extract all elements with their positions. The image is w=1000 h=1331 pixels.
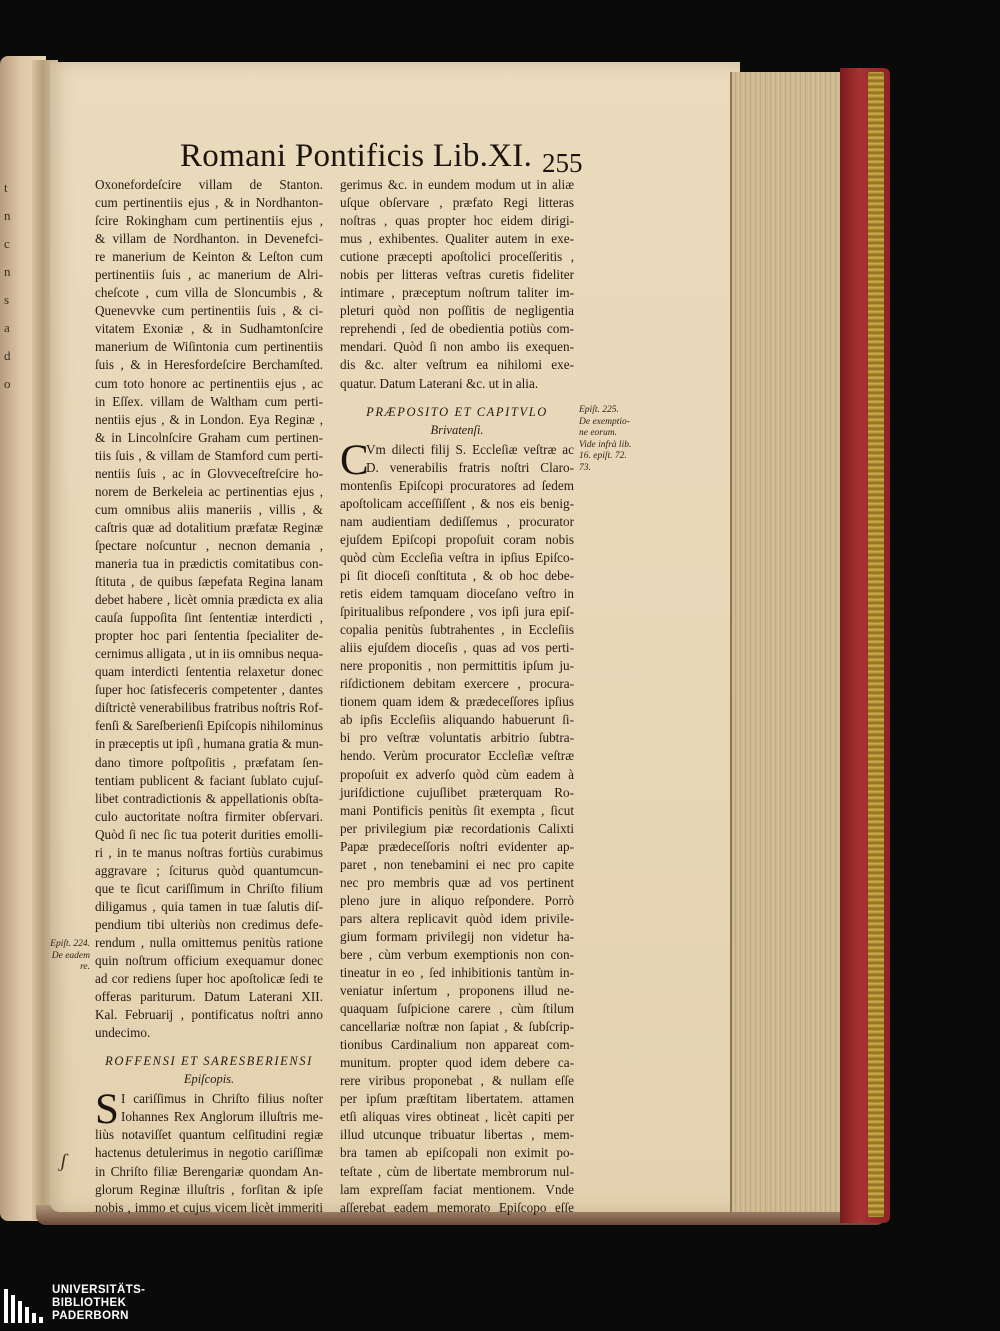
text-line: nobis per litteras veſtras curetis fideliter [340,267,574,283]
text-line: cum omnibus aliis maneriis , villis , & [95,501,323,517]
text-line: cum pertinentiis ejus , & in Nordhanton- [95,195,323,211]
text-line: in Eſſex. villam de Waltham cum perti- [95,393,323,409]
text-line: aggravare ; ſciturus quòd quantumcun- [95,862,323,878]
logo-line: UNIVERSITÄTS- [52,1284,146,1296]
left-letter: n [4,208,11,223]
text-line: ſpiritualibus reſpondere , vos ipſi jura epiſ- [340,604,574,620]
section-subtitle: Epiſcopis. [183,1072,235,1087]
text-line: Quenevvke cum pertinentiis ſuis , & ci- [95,303,323,319]
margin-note-line: Vide infrà lib. [579,439,632,450]
text-line: ab ipſis Eccleſiis aliquando habuerunt ſi- [340,712,574,728]
text-line: apoſtolicam acceſſiſſent , & nos eis benig- [340,495,574,511]
text-line: ſuis , & in Heresfordeſcire Berchamſted. [95,357,323,373]
text-line: I cariſſimus in Chriſto filius noſter [121,1091,323,1107]
text-line: culo auctoritate noſtra firmiter obſervari. [95,808,323,824]
text-line: tiis ſuis , & villam de Stamford cum perti- [95,447,323,463]
text-line: pleturi quòd non poſſitis de negligentia [340,303,574,319]
text-line: per ipſum præſtitam libertatem. attamen [340,1091,574,1107]
text-line: Kal. Februarij , pontificatus noſtri anno [95,1007,323,1023]
text-line: tineatur in eo , ſed inhibitionis tantùm in- [340,965,574,981]
margin-note-line: Epiſt. 224. [50,939,90,949]
text-line: Iohannes Rex Anglorum illuſtris me- [121,1109,323,1125]
text-line: juriſdictione cujuſlibet præterquam Ro- [340,784,574,800]
text-line: quaquam ſuſpicione carere , cùm ſtilum [340,1001,574,1017]
text-line: propter hoc pari ſententia ſpecialiter de- [95,628,323,644]
text-line: tentiam publicent & faciant ſublato cujuſ- [95,772,323,788]
text-line: maneria tua in prædictis comitatibus con- [95,555,323,571]
text-line: tionem quam idem & prædeceſſores ipſius [340,694,574,710]
text-line: ejuſdem Epiſcopi propoſuit coram nobis [340,531,574,547]
text-line: ſcire Rokingham cum pertinentiis ejus , [95,213,323,229]
text-line: riſdictionem debitam exercere , procura- [340,676,574,692]
text-line: ſuper hoc ſatisfeceris competenter , dantes [95,682,323,698]
text-line: dis &c. alter veſtrum ea nihilomi exe- [340,357,574,373]
text-line: Quòd ſi nec ſic tua poterit durities emolli- [95,826,323,842]
text-line: mus , exhibentes. Qualiter autem in exe- [340,231,574,247]
text-line: cancellariæ noſtræ non ſapiat , & ſubſcrip- [340,1019,574,1035]
text-line: propoſuit ex adverſo quòd cùm eadem à [340,766,574,782]
library-logo-text [52,1284,145,1323]
text-line: diligamus , quia tamen in tuæ ſalutis diſ- [95,898,323,914]
left-column [95,176,323,1217]
text-line: Vm dilecti filij S. Eccleſiæ veſtræ ac [366,441,574,457]
running-header: Romani Pontificis Lib.XI. [180,138,533,174]
left-letter: o [4,376,11,391]
text-line: pi ſit dioceſi conſtituta , & ob hoc debe- [340,567,574,583]
text-line: bi pro veſtræ voluntatis arbitrio ſubtra- [340,730,574,746]
text-line: gium formam privilegij non videtur ha- [340,928,574,944]
text-line: uſque obſervare , præfato Regi litteras [340,195,574,211]
text-line: cauſa ſuppoſita ſint ſententiæ interdicti , [95,610,323,626]
text-line: nere proponitis , non permittitis ipſum ju- [340,658,574,674]
text-line: & in Lincolnſcire Graham cum pertinen- [95,429,323,445]
text-line: rere viribus proponebat , & nullam eſſe [340,1073,574,1089]
gold-tooling [868,72,884,1217]
text-line: montenſis Epiſcopi procuratores ad ſedem [340,477,574,493]
text-line: bra tamen ab epiſcopali non eximit po- [340,1145,574,1161]
text-line: cernimus alligata , ut in iis omnibus nequa- [95,646,323,662]
section-subtitle: Brivatenſi. [430,422,484,437]
logo-line: BIBLIOTHEK [52,1297,127,1309]
text-line: caſtris quæ ad dotalitium præfatæ Reginæ [95,519,323,535]
section-body [340,436,574,1217]
text-line: tionibus Cardinalium non appareat com- [340,1037,574,1053]
text-line: per privilegium piæ recordationis Calixti [340,820,574,836]
text-line: glorum Reginæ illuſtris , forſitan & ipſe [95,1181,323,1197]
section-body [95,1086,323,1216]
text-line: pendium tibi ulteriùs non credimus defe- [95,916,323,932]
text-line: nec pro membris quæ ad vos pertinent [340,874,574,890]
library-logo-icon [4,1289,46,1323]
text-line: norem de Berkeleia ac pertinentias ejus , [95,483,323,499]
text-line: D. venerabilis fratris noſtri Claro- [366,459,574,475]
text-line: libet contradictionis & appellationis obſta- [95,790,323,806]
text-line: gerimus &c. in eundem modum ut in aliæ [340,177,574,192]
text-line: pleno jure in aliquo reſpondere. Porrò [340,892,574,908]
text-line: & villam de Nordhanton. in Devenefci- [95,231,323,247]
text-line: bere , cùm verbum exemptionis non con- [340,946,574,962]
ink-mark: ʃ [58,1149,69,1173]
text-line: que te ſicut cariſſimum in Chriſto filium [95,880,323,896]
text-line: Papæ prædeceſſoris noſtri evidenter ap- [340,838,574,854]
text-line: intimare , præceptum noſtrum taliter im- [340,285,574,301]
margin-note-line: 73. [579,462,591,473]
text-line: munitum. propter quod idem debere ca- [340,1055,574,1071]
text-line: ſtituta , de quibus ſæpefata Regina lanam [95,574,323,590]
section-title: PRÆPOSITO ET CAPITVLO [366,404,548,419]
left-letter: n [4,264,11,279]
page-number: 255 [542,148,583,178]
right-column [340,176,574,1217]
text-line: aſſerebat eadem memorato Epiſcopo eſſe [340,1199,574,1215]
margin-note-left [44,939,90,974]
text-line: re manerium de Keinton & Leſton cum [95,249,323,265]
text-line: noſtras , quas propter hoc eidem dirigi- [340,213,574,229]
text-line: cum toto honore ac pertinentiis ejus , ac [95,375,323,391]
text-line: undecimo. [95,1025,151,1041]
text-line: dano timore poſtpoſitis , præfatam ſen- [95,754,323,770]
text-line: ri , in te manus noſtras fortiùs curabimus [95,844,323,860]
left-letter: d [4,348,11,363]
text-line: hactenus detulerimus in negotio cariſſimæ [95,1145,323,1161]
text-line: manerium de Wiſintonia cum pertinentiis [95,339,323,355]
text-line: quatur. Datum Laterani &c. ut in alia. [340,375,539,391]
text-line: copalia penitùs ſubtrahentes , in Eccleſiis [340,622,574,638]
left-letter: c [4,236,10,251]
text-line: ad cor rediens ſuper hoc apoſtolicæ ſedi te [95,971,323,987]
margin-note-line: ne eorum. [579,428,617,438]
text-line: retis eidem tamquam dioceſano veſtro in [340,586,574,602]
text-line: fenſi & Sareſberienſi Epiſcopis nihilominus [95,718,323,734]
text-line: liùs notaviſſet quantum celſitudini regiæ [95,1127,323,1143]
footer-bar [0,1281,1000,1331]
text-line: diſtrictè venerabilibus fratribus noſtris Rof- [95,700,323,716]
text-line: mani Pontificis penitùs ſit exempta , ſicut [340,802,574,818]
left-letter: a [4,320,10,335]
margin-note-line: 16. epiſt. 72. [579,451,627,461]
text-line: in præceptis ut ipſi , humana gratia & mun- [95,736,324,752]
section-title: ROFFENSI ET SARESBERIENSI [105,1054,313,1069]
drop-cap: S [95,1086,119,1134]
drop-cap: C [340,436,369,484]
text-line: Oxonefordeſcire villam de Stanton. [95,177,323,192]
text-line: etſi aliquas vires obtineat , licèt capiti per [340,1109,574,1125]
text-line: nobis , immo et cujus vicem licèt immeriti [95,1199,323,1215]
text-line: veniatur inſertum , proponens illud ne- [340,983,574,999]
text-line: aliis ejuſdem dioceſis , quas ad vos perti- [340,640,574,656]
margin-note-line: De exemptio- [579,416,630,427]
text-line: paret , non tenebamini ei nec pro capite [340,856,574,872]
text-line: quam interdicti ſententia relaxetur donec [95,664,323,680]
margin-note-line: De eadem re. [51,950,90,972]
text-line: cheſcote , cum villa de Sloncumbis , & [95,285,323,301]
text-line: quin noſtrum officium exequamur donec [95,953,323,969]
text-line: hendo. Verùm procurator Eccleſiæ veſtræ [340,748,574,764]
left-letter: t [4,180,8,195]
text-line: lam expreſſam faciat mentionem. Vnde [340,1181,574,1197]
text-line: reprehendi , ſed de obedientia potiùs com- [340,321,574,337]
page-fore-edge [730,72,844,1212]
text-line: vitatem Exoniæ , & in Sudhamtonſcire [95,321,323,337]
text-line: cutione præcepti apoſtolici proceſſeritis , [340,249,574,265]
left-letter: s [4,292,10,307]
text-line: illud utcunque tribuatur libertas , mem- [340,1127,574,1143]
text-line: nentiis ejus , & in London. Eya Reginæ , [95,411,323,427]
text-line: debet habere , licèt omnia prædicta ex alia [95,592,323,608]
text-line: mendari. Quòd ſi non ambo iis exequen- [340,339,574,355]
text-line: ſpectare noſcuntur , necnon demania , [95,537,323,553]
text-line: nentiis ſuis , ac in Glovveceſtreſcire ho- [95,465,323,481]
logo-line: PADERBORN [52,1310,129,1322]
text-line: pars altera replicavit quòd idem privile- [340,910,574,926]
text-line: in Chriſto filiæ Berengariæ quondam An- [95,1163,323,1179]
text-line: teſtate , cùm de libertate membrorum nul- [340,1163,574,1179]
text-line: quòd cùm Eccleſia veſtra in ipſius Epiſco- [340,549,574,565]
text-line: offeras pariturum. Datum Laterani XII. [95,989,323,1005]
text-line: rendum , nulla omittemus penitùs ratione [95,934,323,950]
left-page-letters [4,174,24,398]
margin-note-right [579,405,649,474]
margin-note-line: Epiſt. 225. [579,405,619,415]
text-line: nam audientiam dediſſemus , procurator [340,513,574,529]
text-line: pertinentiis ſuis , ac manerium de Alri- [95,267,323,283]
